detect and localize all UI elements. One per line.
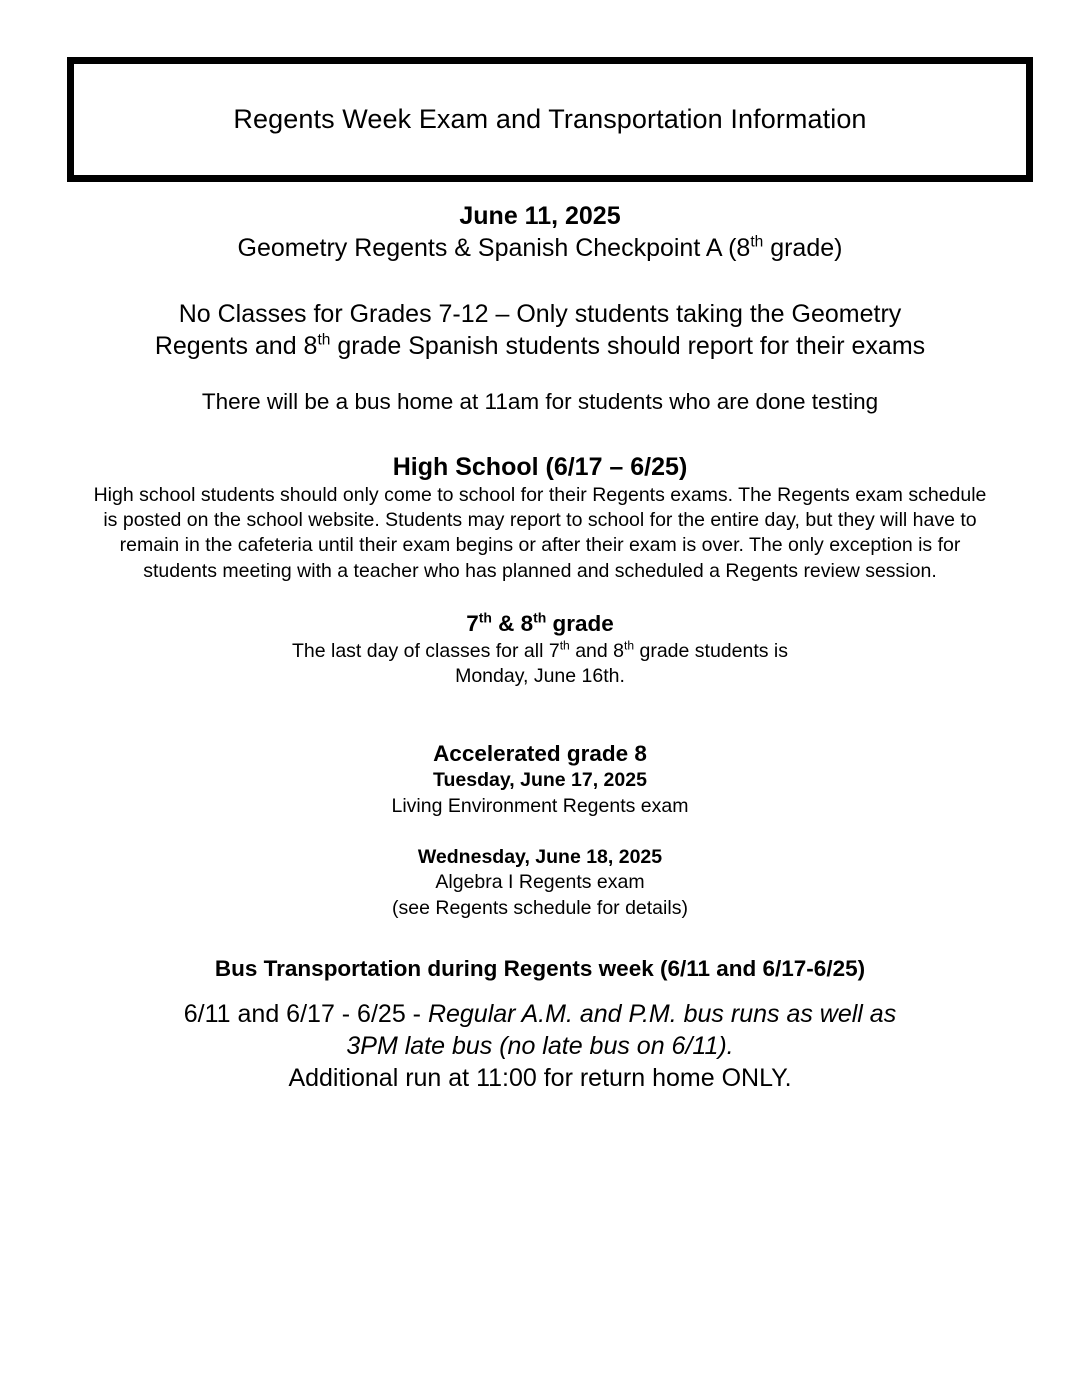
bus-home-note: There will be a bus home at 11am for students who are done testing xyxy=(201,389,879,414)
june11-exams-pre: Geometry Regents & Spanish Checkpoint A (8 xyxy=(237,234,751,262)
grades-7-8-heading-pre: 7 xyxy=(466,611,479,637)
section-june-11 xyxy=(0,200,1080,264)
grades-7-8-ordinal-1: th xyxy=(478,609,492,626)
grades-7-8-body-line-1 xyxy=(0,639,1080,664)
section-no-classes xyxy=(0,298,1080,362)
high-school-heading: High School (6/17 – 6/25) xyxy=(392,452,688,481)
bus-transportation-line-2: 3PM late bus (no late bus on 6/11). xyxy=(346,1031,734,1060)
page-title: Regents Week Exam and Transportation Information xyxy=(233,104,867,135)
accelerated-day2-date: Wednesday, June 18, 2025 xyxy=(417,846,663,869)
bus-transportation-line-1-plain: 6/11 and 6/17 - 6/25 - xyxy=(183,999,428,1028)
june11-exams-ordinal: th xyxy=(750,233,764,251)
no-classes-ordinal: th xyxy=(317,331,331,349)
grades-7-8-body-line-2: Monday, June 16th. xyxy=(455,665,625,688)
grades-7-8-ordinal-2: th xyxy=(533,609,547,626)
grades-7-8-body-mid: and 8 xyxy=(569,639,624,662)
spacer xyxy=(0,690,1080,740)
bus-transportation-line-3: Additional run at 11:00 for return home ONLY. xyxy=(288,1063,792,1092)
no-classes-line-2 xyxy=(0,330,1080,362)
accelerated-day1-date: Tuesday, June 17, 2025 xyxy=(433,769,647,792)
accelerated-heading: Accelerated grade 8 xyxy=(433,740,647,766)
june11-exams-line xyxy=(0,232,1080,264)
spacer xyxy=(0,984,1080,998)
grades-7-8-heading xyxy=(0,610,1080,639)
spacer xyxy=(0,921,1080,955)
grades-7-8-body-pre: The last day of classes for all 7 xyxy=(291,639,560,662)
grades-7-8-body-ordinal-2: th xyxy=(624,638,635,653)
spacer xyxy=(0,417,1080,451)
document-body xyxy=(0,200,1080,1094)
no-classes-pre: Regents and 8 xyxy=(154,332,318,360)
spacer xyxy=(0,264,1080,298)
grades-7-8-body-ordinal-1: th xyxy=(559,638,570,653)
bus-transportation-heading: Bus Transportation during Regents week (6/11 and 6/17-6/25) xyxy=(214,956,866,982)
section-accelerated-grade-8 xyxy=(0,740,1080,922)
june11-exams-post: grade) xyxy=(763,234,843,262)
no-classes-post: grade Spanish students should report for their exams xyxy=(330,332,926,360)
spacer xyxy=(0,584,1080,610)
grades-7-8-heading-post: grade xyxy=(546,611,614,637)
section-grades-7-8 xyxy=(0,610,1080,689)
bus-transportation-line-1-italic: Regular A.M. and P.M. bus runs as well as xyxy=(427,999,897,1028)
bus-transportation-line-1 xyxy=(0,998,1080,1030)
grades-7-8-heading-mid: & 8 xyxy=(491,611,534,637)
spacer xyxy=(0,362,1080,388)
high-school-body: High school students should only come to school for their Regents exams. The Regents exam schedule is posted on the school website. Students may report to school for the entire day, but they will have to remain in the cafeteria until their exam begins or after their exam is over. The only exception is for students meeting with a teacher who has planned and scheduled a Regents review session. xyxy=(93,483,987,582)
section-bus-transportation xyxy=(0,955,1080,1094)
spacer xyxy=(0,819,1080,845)
section-high-school xyxy=(0,451,1080,584)
accelerated-day1-exam: Living Environment Regents exam xyxy=(391,794,689,817)
june11-date-heading: June 11, 2025 xyxy=(459,202,621,230)
accelerated-day2-note: (see Regents schedule for details) xyxy=(392,896,688,919)
accelerated-day2-exam: Algebra I Regents exam xyxy=(435,871,645,894)
no-classes-line-1: No Classes for Grades 7-12 – Only students taking the Geometry xyxy=(178,300,902,328)
grades-7-8-body-post: grade students is xyxy=(634,639,789,662)
title-banner xyxy=(67,57,1033,182)
